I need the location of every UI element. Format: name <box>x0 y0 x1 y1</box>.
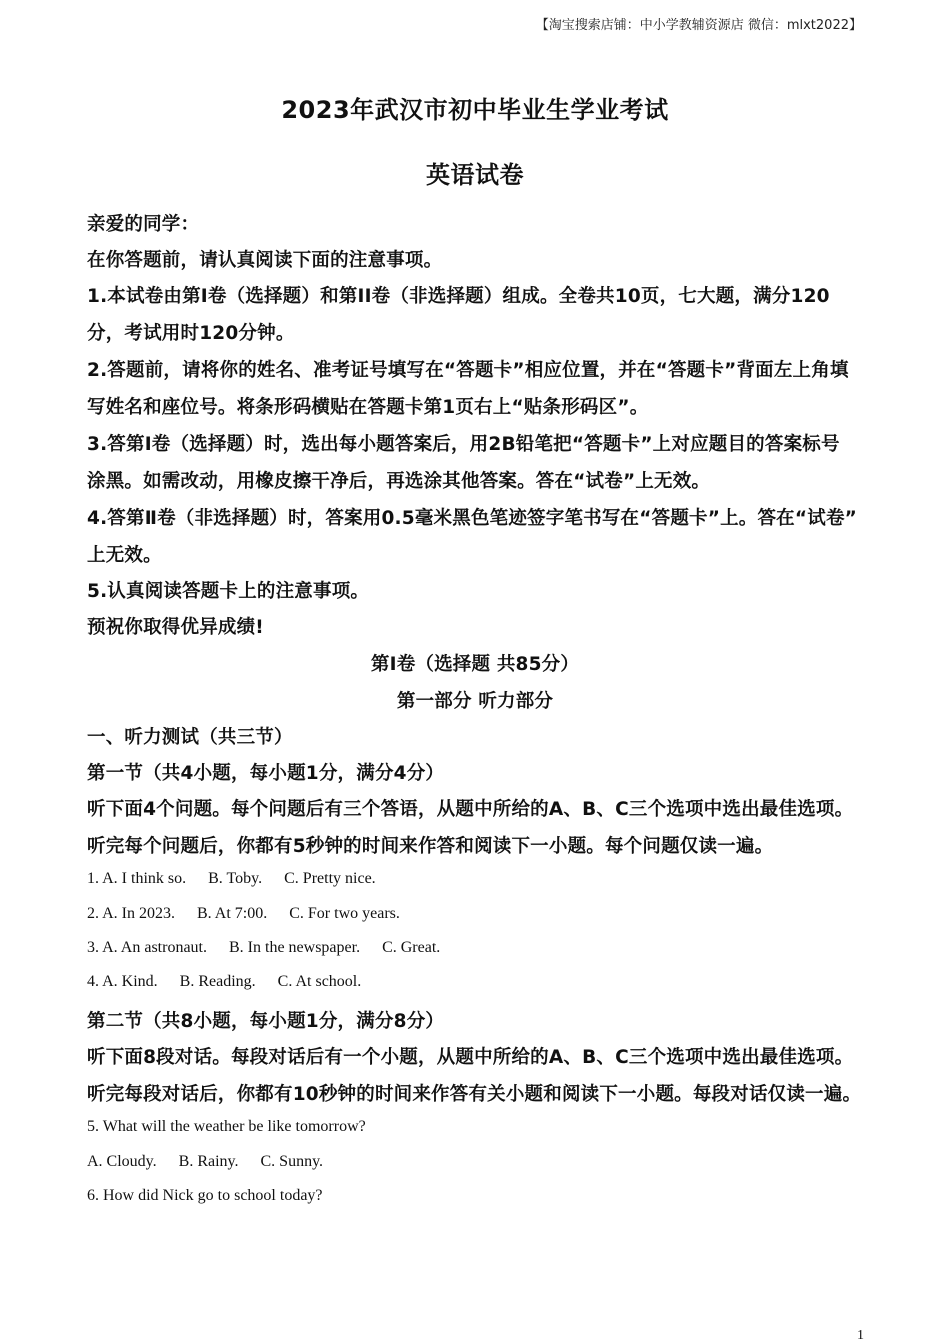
section-title: 一、听力测试（共三节） <box>87 727 293 748</box>
option-a: 2. A. In 2023. <box>87 905 175 922</box>
note-line: 上无效。 <box>87 545 162 566</box>
option-c: C. For two years. <box>289 905 400 922</box>
section2-instruction: 听下面8段对话。每段对话后有一个小题，从题中所给的A、B、C三个选项中选出最佳选项。 <box>87 1047 854 1068</box>
question-5: 5. What will the weather be like tomorrow? <box>87 1118 366 1135</box>
option-b: B. Reading. <box>179 973 256 990</box>
option-b: B. In the newspaper. <box>229 939 361 956</box>
option-b: B. Toby. <box>208 870 263 887</box>
intro: 在你答题前，请认真阅读下面的注意事项。 <box>87 250 443 271</box>
note-line: 涂黑。如需改动，用橡皮擦干净后，再选涂其他答案。答在“试卷”上无效。 <box>87 471 711 492</box>
note-line: 2.答题前，请将你的姓名、准考证号填写在“答题卡”相应位置，并在“答题卡”背面左上角填 <box>87 360 849 381</box>
question-5-options <box>87 1153 341 1171</box>
exam-subtitle: 英语试卷 <box>426 161 524 189</box>
option-c: C. Pretty nice. <box>284 870 376 887</box>
greeting: 亲爱的同学： <box>87 214 200 235</box>
option-a: 1. A. I think so. <box>87 870 187 887</box>
option-a: A. Cloudy. <box>87 1153 157 1170</box>
volume-title: 第Ⅰ卷（选择题 共85分） <box>370 654 580 675</box>
note-line: 4.答第Ⅱ卷（非选择题）时，答案用0.5毫米黑色笔迹签字笔书写在“答题卡”上。答在“试卷” <box>87 508 857 529</box>
section1-instruction: 听完每个问题后，你都有5秒钟的时间来作答和阅读下一小题。每个问题仅读一遍。 <box>87 836 774 857</box>
question-6: 6. How did Nick go to school today? <box>87 1187 323 1204</box>
option-c: C. Sunny. <box>260 1153 324 1170</box>
option-c: C. At school. <box>277 973 362 990</box>
header-note: 【淘宝搜索店铺：中小学教辅资源店 微信：mlxt2022】 <box>535 18 862 33</box>
section1-heading: 第一节（共4小题，每小题1分，满分4分） <box>87 763 445 784</box>
question-2 <box>87 905 418 923</box>
note-line: 写姓名和座位号。将条形码横贴在答题卡第1页右上“贴条形码区”。 <box>87 397 649 418</box>
note-line: 3.答第Ⅰ卷（选择题）时，选出每小题答案后，用2B铅笔把“答题卡”上对应题目的答案标号 <box>87 434 840 455</box>
option-a: 4. A. Kind. <box>87 973 158 990</box>
question-3 <box>87 939 458 957</box>
question-4 <box>87 973 379 991</box>
section2-instruction: 听完每段对话后，你都有10秒钟的时间来作答有关小题和阅读下一小题。每段对话仅读一遍。 <box>87 1084 862 1105</box>
question-1 <box>87 870 394 888</box>
note-line: 1.本试卷由第Ⅰ卷（选择题）和第II卷（非选择题）组成。全卷共10页，七大题，满分120 <box>87 286 830 307</box>
option-a: 3. A. An astronaut. <box>87 939 207 956</box>
wish: 预祝你取得优异成绩! <box>87 617 264 638</box>
option-b: B. Rainy. <box>178 1153 239 1170</box>
option-c: C. Great. <box>382 939 441 956</box>
section2-heading: 第二节（共8小题，每小题1分，满分8分） <box>87 1011 445 1032</box>
note-line: 5.认真阅读答题卡上的注意事项。 <box>87 581 370 602</box>
note-line: 分，考试用时120分钟。 <box>87 323 295 344</box>
section1-instruction: 听下面4个问题。每个问题后有三个答语，从题中所给的A、B、C三个选项中选出最佳选项。 <box>87 799 854 820</box>
exam-title: 2023年武汉市初中毕业生学业考试 <box>281 96 669 124</box>
option-b: B. At 7:00. <box>197 905 268 922</box>
page-number: 1 <box>857 1328 864 1343</box>
part-title: 第一部分 听力部分 <box>396 691 554 712</box>
